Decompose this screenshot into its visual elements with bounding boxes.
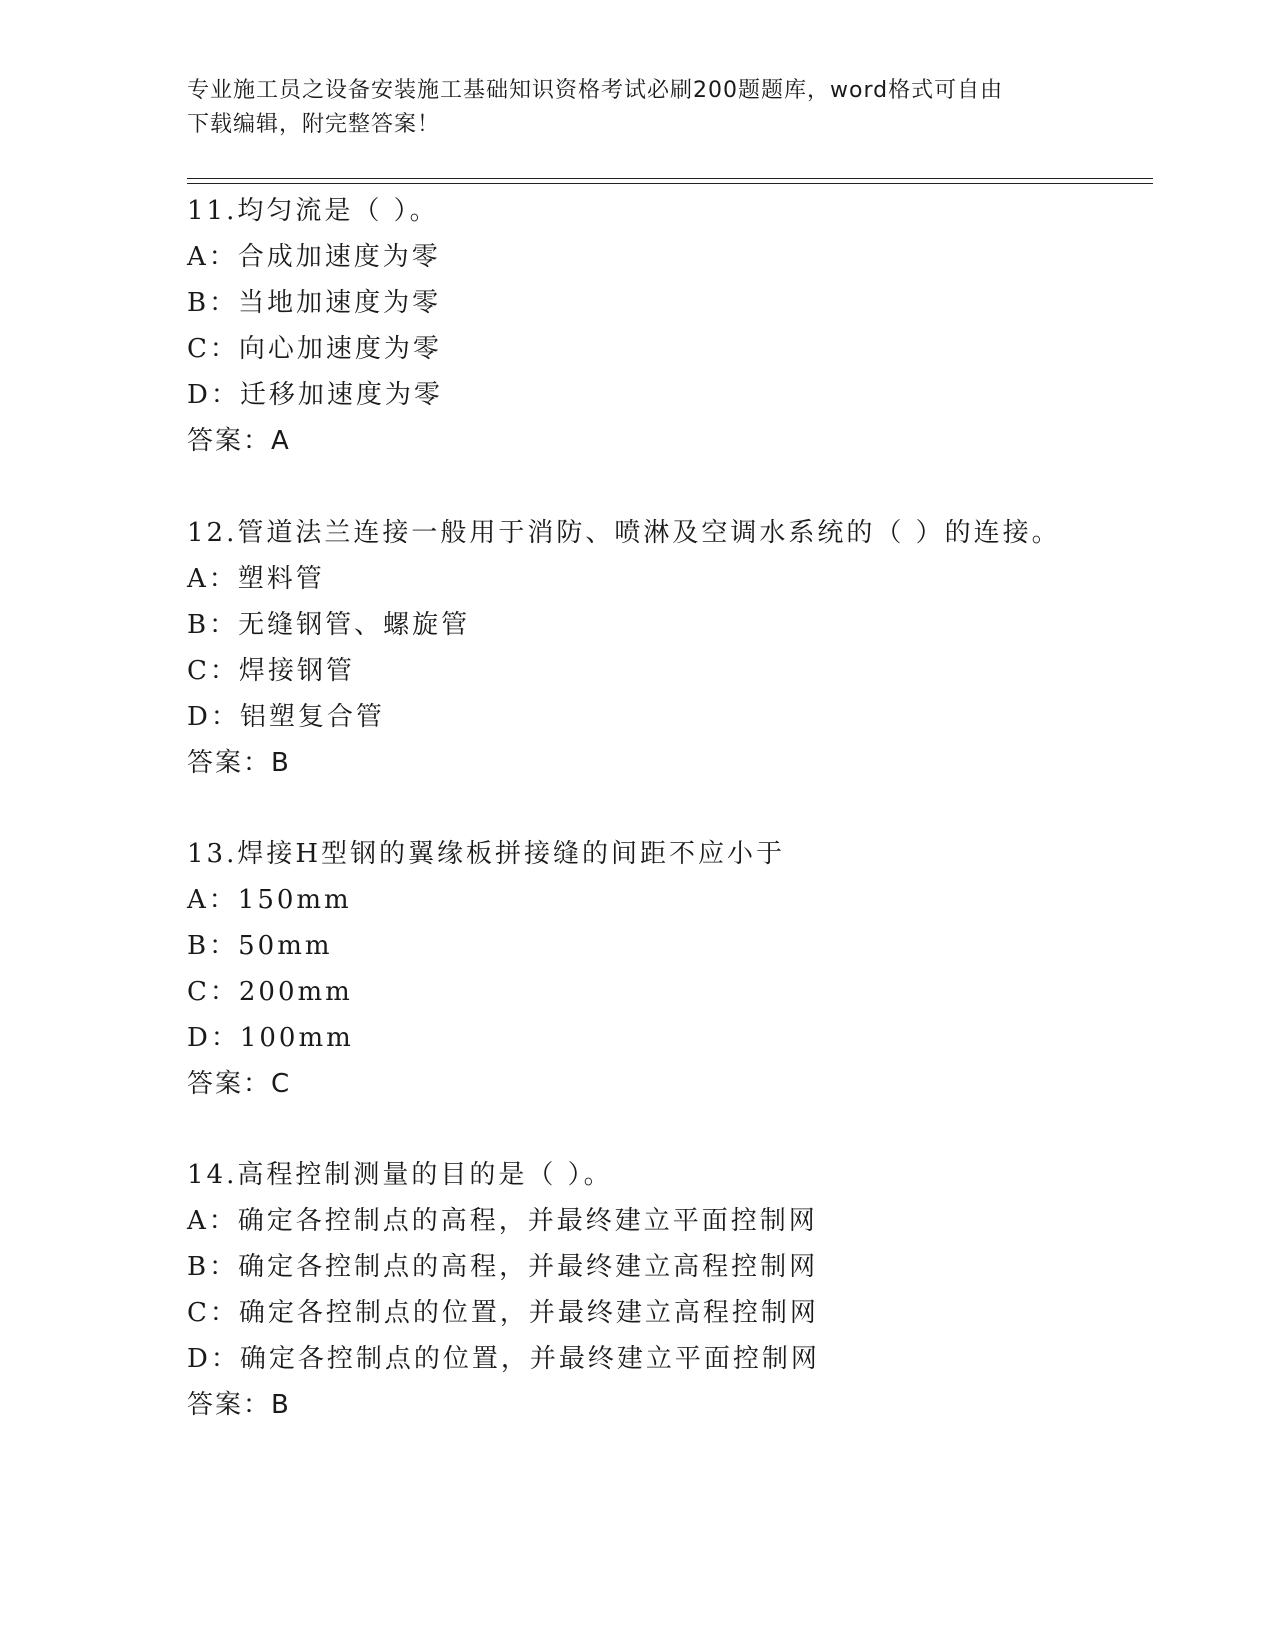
answer: 答案：A — [187, 426, 291, 456]
option-b: B：确定各控制点的高程，并最终建立高程控制网 — [187, 1252, 819, 1282]
option-a: A：确定各控制点的高程，并最终建立平面控制网 — [187, 1206, 818, 1236]
header-divider-top — [187, 178, 1153, 179]
option-c: C：焊接钢管 — [187, 656, 355, 686]
option-b: B：无缝钢管、螺旋管 — [187, 610, 471, 640]
header-line-2: 下载编辑，附完整答案！ — [187, 112, 441, 137]
option-d: D：迁移加速度为零 — [187, 380, 443, 410]
option-c: C：确定各控制点的位置，并最终建立高程控制网 — [187, 1298, 819, 1328]
question-block — [187, 1152, 1147, 1428]
answer: 答案：C — [187, 1069, 292, 1099]
question-stem: 12.管道法兰连接一般用于消防、喷淋及空调水系统的（ ）的连接。 — [187, 518, 1061, 548]
question-block — [187, 831, 1147, 1107]
header-line-1: 专业施工员之设备安装施工基础知识资格考试必刷200题题库，word格式可自由 — [187, 78, 1004, 103]
question-stem: 13.焊接H型钢的翼缘板拼接缝的间距不应小于 — [187, 839, 786, 869]
option-a: A：合成加速度为零 — [187, 242, 441, 272]
answer: 答案：B — [187, 1390, 291, 1420]
option-d: D：100mm — [187, 1023, 354, 1053]
option-a: A：塑料管 — [187, 564, 325, 594]
option-c: C：向心加速度为零 — [187, 334, 442, 364]
question-block — [187, 510, 1147, 786]
option-d: D：铝塑复合管 — [187, 702, 385, 732]
option-d: D：确定各控制点的位置，并最终建立平面控制网 — [187, 1344, 820, 1374]
option-c: C：200mm — [187, 977, 353, 1007]
question-stem: 14.高程控制测量的目的是（ ）。 — [187, 1160, 613, 1190]
option-b: B：50mm — [187, 931, 333, 961]
question-stem: 11.均匀流是（ ）。 — [187, 196, 439, 226]
option-a: A：150mm — [187, 885, 352, 915]
answer: 答案：B — [187, 748, 291, 778]
document-header — [187, 74, 1077, 142]
header-divider-bottom — [187, 183, 1153, 184]
question-block — [187, 188, 1147, 464]
option-b: B：当地加速度为零 — [187, 288, 442, 318]
